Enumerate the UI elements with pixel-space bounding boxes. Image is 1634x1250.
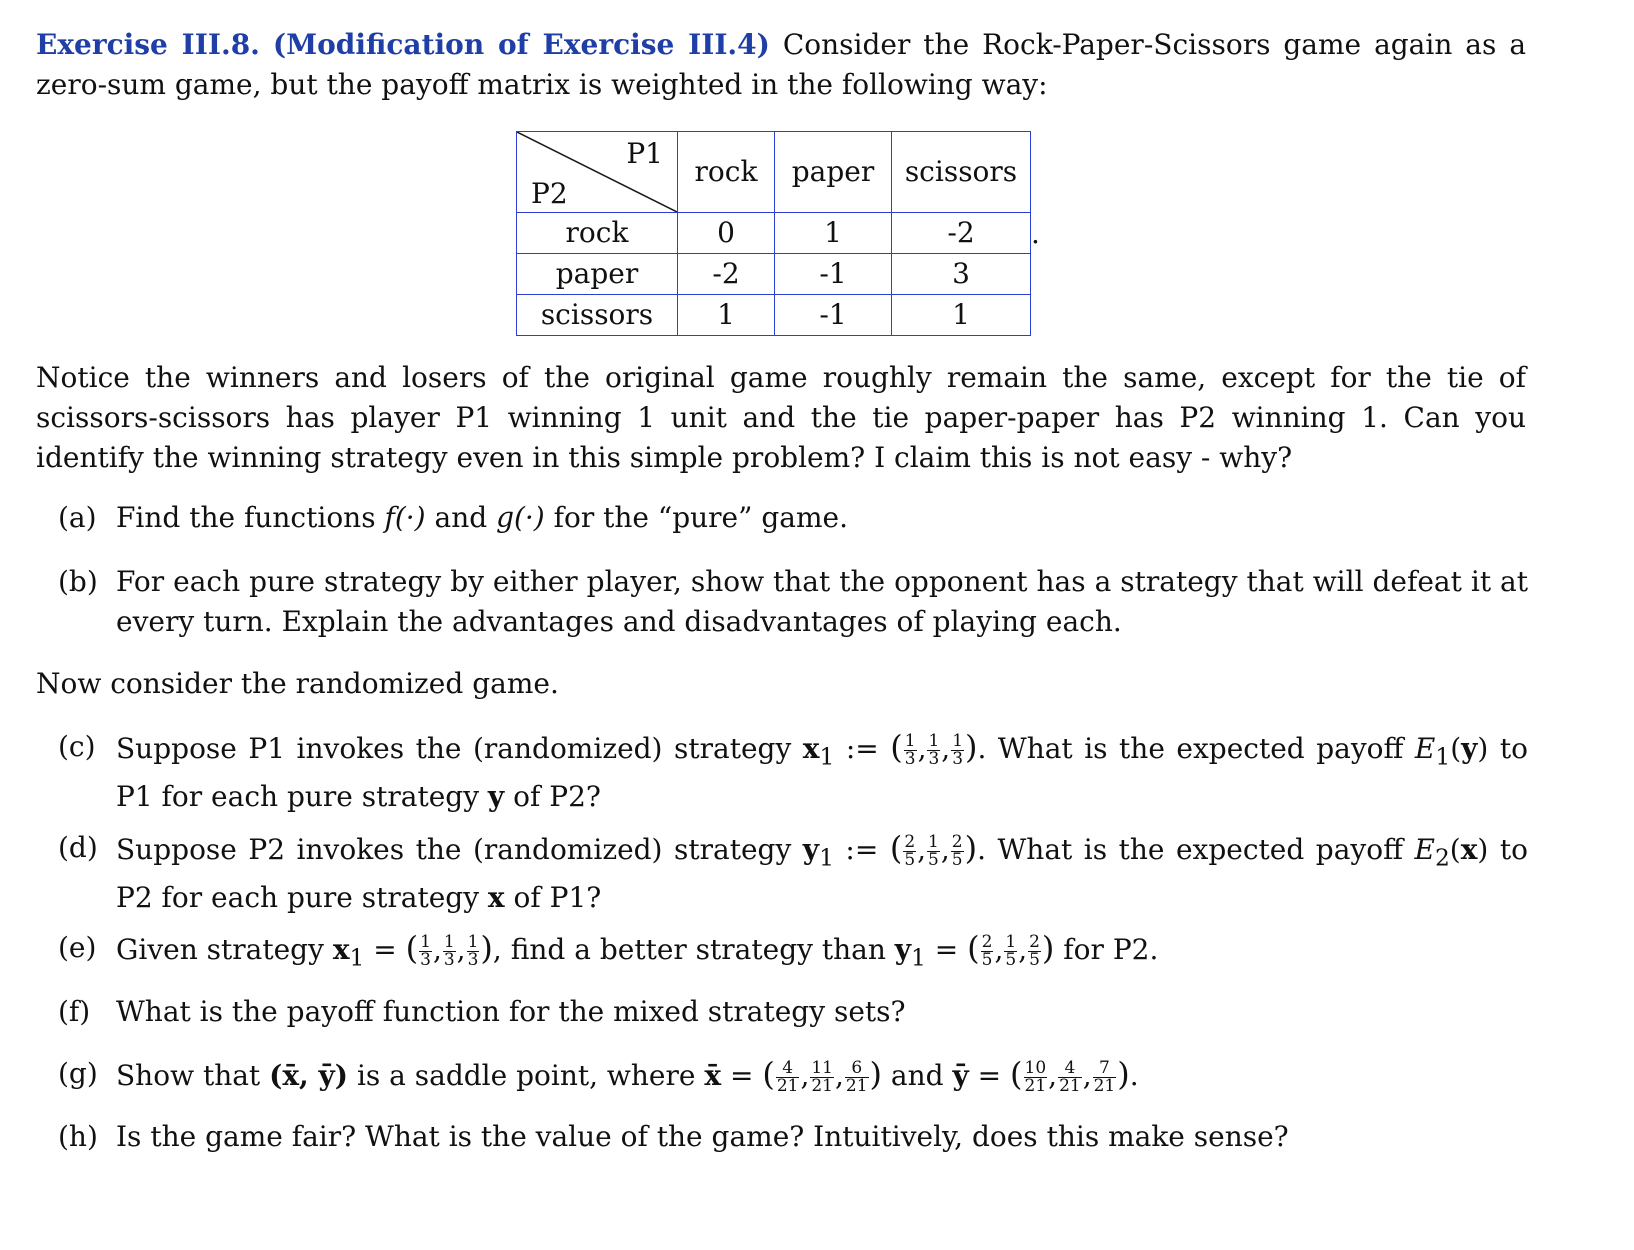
math-sub: 1 [819,742,835,771]
math-op: = [925,933,968,966]
math-var: y [1461,732,1478,765]
fraction: $\frac{6}{21}$ [845,1058,868,1096]
item-label: (c) [58,730,96,763]
table-corner-cell [517,132,678,213]
math-var: x [802,732,820,765]
item-text: . [1129,1059,1139,1092]
fraction: $\frac{1}{3}$ [928,731,940,769]
fraction: $\frac{4}{21}$ [1059,1058,1081,1096]
table-row [517,295,1031,336]
item-label: (a) [58,501,97,534]
list-item-h [58,1117,1528,1157]
table-row [517,254,1031,295]
column-header: scissors [892,132,1031,213]
list-item-g: (g) Show that (x̄, ȳ) is a saddle point, where x̄ = ( $\frac{4}{21}$ , $\frac{11}{21}$ , $\frac{6}{21}$ ) and ȳ = ( $\frac{10}{21}$ , $\frac{4}{21}$ , $\frac{7}{21}$ ). [58,1055,1139,1096]
math-op: = [364,933,406,966]
item-text: for P2. [1054,933,1159,966]
table-cell: 1 [892,295,1031,336]
item-text: of P1? [504,880,602,914]
list-item-e: (e) Given strategy $x_1$ = ( $\frac{1}{3}$ , $\frac{1}{3}$ , $\frac{1}{3}$ ), find a better strategy than $y_1$ = ( $\frac{2}{5}$ , $\frac{1}{5}$ , $\frac{2}{5}$ ) for P2. [58,929,1159,972]
table-trailing-period: . [1031,217,1040,250]
math-sub: 1 [1435,742,1451,771]
item-text: Suppose P1 invokes the (randomized) strategy [116,732,803,765]
math-sub: 2 [1434,843,1450,872]
row-header: rock [517,213,678,254]
exercise-intro [36,25,1526,105]
list-item-b [58,562,1528,642]
math-op: = [968,1059,1011,1092]
randomized-intro: Now consider the randomized game. [36,667,559,700]
payoff-matrix [516,131,1031,336]
column-player-label: P1 [626,137,663,170]
math-sub: 1 [911,943,926,972]
item-text: What is the payoff function for the mixed strategy sets? [116,995,906,1028]
column-header: paper [775,132,892,213]
item-text: is a saddle point, where [348,1059,705,1092]
fraction: $\frac{1}{5}$ [1005,932,1017,970]
list-item-f [58,992,1528,1032]
exercise-intro-text: Consider the Rock-Paper-Scissors game again as a zero-sum game, but the payoff matrix is weighted in the following way: [36,28,1527,101]
math-var: y [802,833,820,866]
item-text: , find a better strategy than [492,933,895,966]
table-cell: 1 [678,295,775,336]
item-text: and [882,1059,953,1092]
math-var: x [1460,833,1478,866]
table-cell: 0 [678,213,775,254]
item-text: for the “pure” game. [544,501,848,534]
notice-paragraph: Notice the winners and losers of the original game roughly remain the same, except for the tie of scissors-scissors has player P1 winning 1 unit and the tie paper-paper has P2 winning 1. Can you identify the winning strategy even in this simple problem? I claim this is not easy - why? [36,361,1526,474]
fraction: $\frac{2}{5}$ [951,832,963,870]
item-label: (d) [58,831,98,864]
fraction: $\frac{1}{3}$ [952,731,964,769]
fraction: $\frac{2}{5}$ [981,932,993,970]
math-var: x [332,933,350,966]
item-text: and [425,501,497,534]
math-E: E [1414,732,1436,765]
item-label: (g) [58,1057,98,1090]
column-header: rock [678,132,775,213]
math-op: := [833,833,890,866]
item-text: . What is the expected payoff [977,732,1415,765]
item-text: to P2 for each pure strategy [116,833,1528,914]
table-cell: -2 [892,213,1031,254]
math-op: = [721,1059,763,1092]
item-label: (b) [58,565,98,598]
list-item-a [58,498,1528,538]
math-sub: 1 [349,943,365,972]
fraction: $\frac{4}{21}$ [776,1058,799,1096]
item-text: Is the game fair? What is the value of the game? Intuitively, does this make sense? [116,1120,1289,1153]
math-var: y [894,933,912,966]
table-cell: -2 [678,254,775,295]
exercise-reference: (Modification of Exercise III.4) [272,28,770,61]
item-text: . What is the expected payoff [977,833,1415,866]
math-g: g(·) [496,501,545,534]
math-E: E [1414,833,1435,866]
math-f: f(·) [384,501,426,534]
item-label: (h) [58,1120,98,1153]
item-text: of P2? [504,779,601,813]
row-player-label: P2 [531,177,568,210]
table-row [517,213,1031,254]
fraction: $\frac{1}{3}$ [467,932,479,970]
item-text: Suppose P2 invokes the (randomized) strategy [116,833,803,866]
list-item-d: (d) Suppose P2 invokes the (randomized) strategy $y_1$ := ( $\frac{2}{5}$ , $\frac{1}{5}$ , $\frac{2}{5}$ ). What is the expected payoff $E_2(x)$ to P2 for each pure strategy x of P1? [58,829,1528,914]
math-var: y [487,779,505,813]
math-var: x̄ [704,1059,722,1092]
fraction: $\frac{2}{5}$ [904,832,916,870]
item-label: (f) [58,995,91,1028]
item-text: Show that [116,1059,270,1092]
table-cell: 3 [892,254,1031,295]
fraction: $\frac{11}{21}$ [811,1058,833,1096]
math-var: ȳ [952,1059,969,1092]
table-cell: -1 [775,254,892,295]
math-op: := [834,732,891,765]
exercise-label: Exercise III.8. [36,28,260,61]
item-text: Given strategy [116,933,333,966]
math-sub: 1 [819,843,834,872]
row-header: paper [517,254,678,295]
item-text: For each pure strategy by either player, show that the opponent has a strategy that will defeat it at every turn. Explain the advantages and disadvantages of playing each. [116,565,1528,638]
fraction: $\frac{1}{3}$ [904,731,916,769]
math-var: x [487,880,505,914]
item-label: (e) [58,931,97,964]
math-pair: (x̄, ȳ) [269,1059,349,1092]
fraction: $\frac{1}{3}$ [443,932,455,970]
fraction: $\frac{7}{21}$ [1093,1058,1116,1096]
fraction: $\frac{1}{5}$ [928,832,939,870]
item-text: Find the functions [116,501,385,534]
fraction: $\frac{2}{5}$ [1029,932,1040,970]
fraction: $\frac{10}{21}$ [1024,1058,1047,1096]
fraction: $\frac{1}{3}$ [420,932,431,970]
list-item-c: (c) Suppose P1 invokes the (randomized) strategy $x_1$ := ( $\frac{1}{3}$ , $\frac{1}{3}$ , $\frac{1}{3}$ ). What is the expected payoff $E_1(y)$ to P1 for each pure strategy y of P2? [58,728,1528,813]
table-cell: 1 [775,213,892,254]
table-cell: -1 [775,295,892,336]
item-text: to P1 for each pure strategy [116,732,1528,813]
row-header: scissors [517,295,678,336]
